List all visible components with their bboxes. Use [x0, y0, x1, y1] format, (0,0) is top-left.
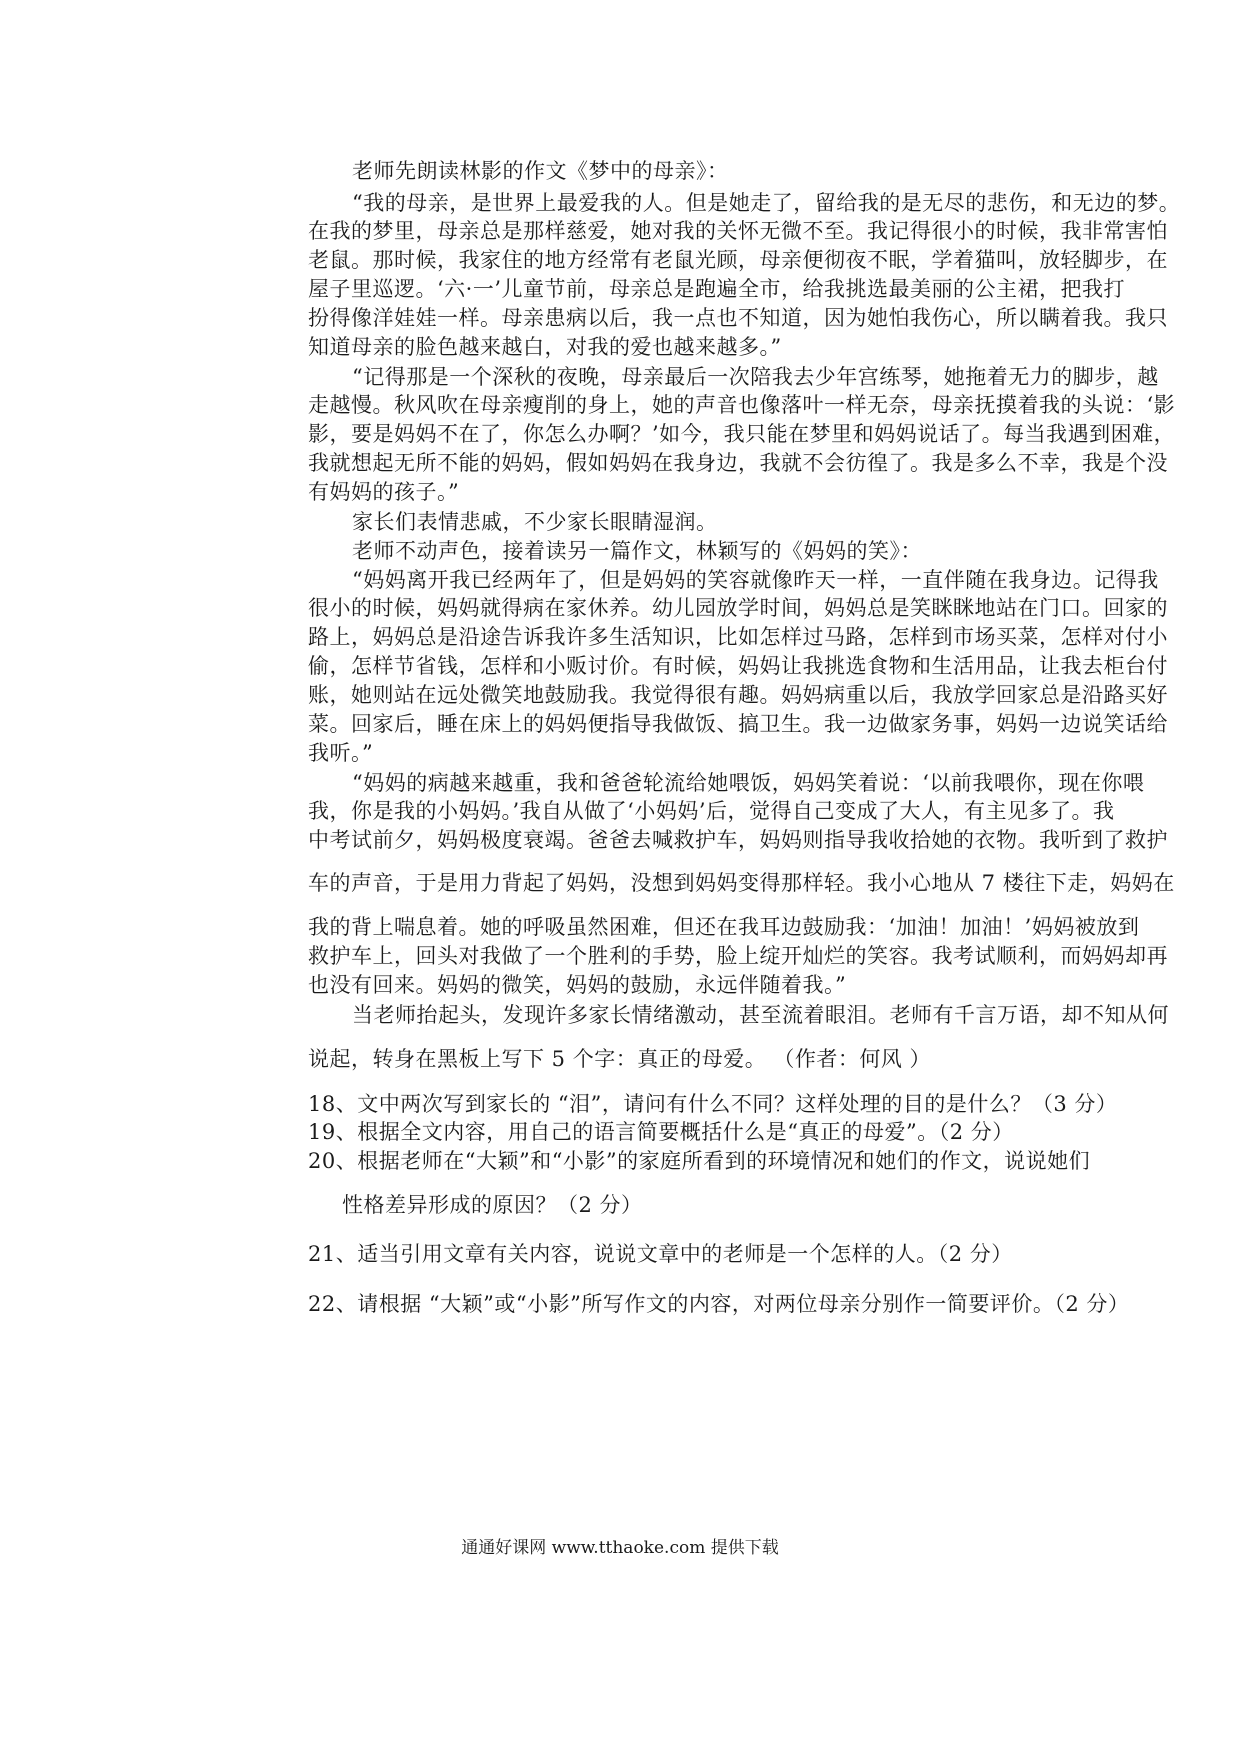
paragraph-line: 我就想起无所不能的妈妈，假如妈妈在我身边，我就不会彷徨了。我是多么不幸，我是个没 [308, 451, 1168, 475]
paragraph-line: 屋子里巡逻。‘六·一’儿童节前，母亲总是跑遍全市，给我挑选最美丽的公主裙，把我打 [308, 277, 1126, 301]
paragraph-line: 路上，妈妈总是沿途告诉我许多生活知识，比如怎样过马路，怎样到市场买菜，怎样对付小 [308, 625, 1168, 649]
question-18: 18、文中两次写到家长的 “泪”，请问有什么不同？这样处理的目的是什么？（3 分） [308, 1092, 1118, 1116]
footer-text: 通通好课网 www.tthaoke.com 提供下载 [461, 1538, 779, 1558]
paragraph-line: 家长们表情悲戚，不少家长眼睛湿润。 [352, 510, 718, 534]
paragraph-line: 影，要是妈妈不在了，你怎么办啊？’如今，我只能在梦里和妈妈说话了。每当我遇到困难， [308, 422, 1176, 446]
paragraph-line: 知道母亲的脸色越来越白，对我的爱也越来越多。” [308, 335, 782, 359]
paragraph-line: 老鼠。那时候，我家住的地方经常有老鼠光顾，母亲便彻夜不眠，学着猫叫，放轻脚步，在 [308, 248, 1168, 272]
paragraph-line: 菜。回家后，睡在床上的妈妈便指导我做饭、搞卫生。我一边做家务事，妈妈一边说笑话给 [308, 712, 1168, 736]
paragraph-line: 救护车上，回头对我做了一个胜利的手势，脸上绽开灿烂的笑容。我考试顺利，而妈妈却再 [308, 944, 1168, 968]
paragraph-line: 也没有回来。妈妈的微笑，妈妈的鼓励，永远伴随着我。” [308, 973, 847, 997]
paragraph-line: 中考试前夕，妈妈极度衰竭。爸爸去喊救护车，妈妈则指导我收拾她的衣物。我听到了救护 [308, 828, 1168, 852]
paragraph-line: “记得那是一个深秋的夜晚，母亲最后一次陪我去少年宫练琴，她拖着无力的脚步，越 [352, 365, 1159, 389]
paragraph-line: 我的背上喘息着。她的呼吸虽然困难，但还在我耳边鼓励我：‘加油！加油！’妈妈被放到 [308, 915, 1140, 939]
paragraph-line: 很小的时候，妈妈就得病在家休养。幼儿园放学时间，妈妈总是笑眯眯地站在门口。回家的 [308, 596, 1168, 620]
paragraph-line: “妈妈的病越来越重，我和爸爸轮流给她喂饭，妈妈笑着说：‘以前我喂你，现在你喂 [352, 771, 1145, 795]
paragraph-line: “妈妈离开我已经两年了，但是妈妈的笑容就像昨天一样，一直伴随在我身边。记得我 [352, 568, 1159, 592]
question-19: 19、根据全文内容，用自己的语言简要概括什么是“真正的母爱”。（2 分） [308, 1120, 1014, 1144]
question-20: 20、根据老师在“大颖”和“小影”的家庭所看到的环境情况和她们的作文，说说她们 [308, 1149, 1091, 1173]
paragraph-line: 在我的梦里，母亲总是那样慈爱，她对我的关怀无微不至。我记得很小的时候，我非常害怕 [308, 219, 1168, 243]
question-20-continued: 性格差异形成的原因？（2 分） [342, 1193, 643, 1217]
paragraph-line: 当老师抬起头，发现许多家长情绪激动，甚至流着眼泪。老师有千言万语，却不知从何 [352, 1003, 1169, 1027]
paragraph-line: “我的母亲，是世界上最爱我的人。但是她走了，留给我的是无尽的悲伤，和无边的梦。 [352, 191, 1181, 215]
question-22: 22、请根据 “大颖”或“小影”所写作文的内容，对两位母亲分别作一简要评价。（2 分） [308, 1292, 1130, 1316]
paragraph-line: 偷，怎样节省钱，怎样和小贩讨价。有时候，妈妈让我挑选食物和生活用品，让我去柜台付 [308, 654, 1168, 678]
paragraph-line: 车的声音，于是用力背起了妈妈，没想到妈妈变得那样轻。我小心地从 7 楼往下走，妈妈在 [308, 871, 1175, 895]
paragraph-line: 老师先朗读林影的作文《梦中的母亲》： [352, 159, 729, 183]
paragraph-line: 走越慢。秋风吹在母亲瘦削的身上，她的声音也像落叶一样无奈，母亲抚摸着我的头说：‘影 [308, 393, 1176, 417]
paragraph-line: 我，你是我的小妈妈。’我自从做了‘小妈妈’后，觉得自己变成了大人，有主见多了。我 [308, 799, 1115, 823]
question-21: 21、适当引用文章有关内容，说说文章中的老师是一个怎样的人。（2 分） [308, 1242, 1013, 1266]
paragraph-line: 老师不动声色，接着读另一篇作文，林颖写的《妈妈的笑》： [352, 539, 922, 563]
paragraph-line: 扮得像洋娃娃一样。母亲患病以后，我一点也不知道，因为她怕我伤心，所以瞒着我。我只 [308, 306, 1168, 330]
paragraph-line: 说起，转身在黑板上写下 5 个字：真正的母爱。 （作者：何风 ） [308, 1047, 932, 1071]
paragraph-line: 我听。” [308, 741, 374, 765]
paragraph-line: 账，她则站在远处微笑地鼓励我。我觉得很有趣。妈妈病重以后，我放学回家总是沿路买好 [308, 683, 1168, 707]
paragraph-line: 有妈妈的孩子。” [308, 480, 460, 504]
